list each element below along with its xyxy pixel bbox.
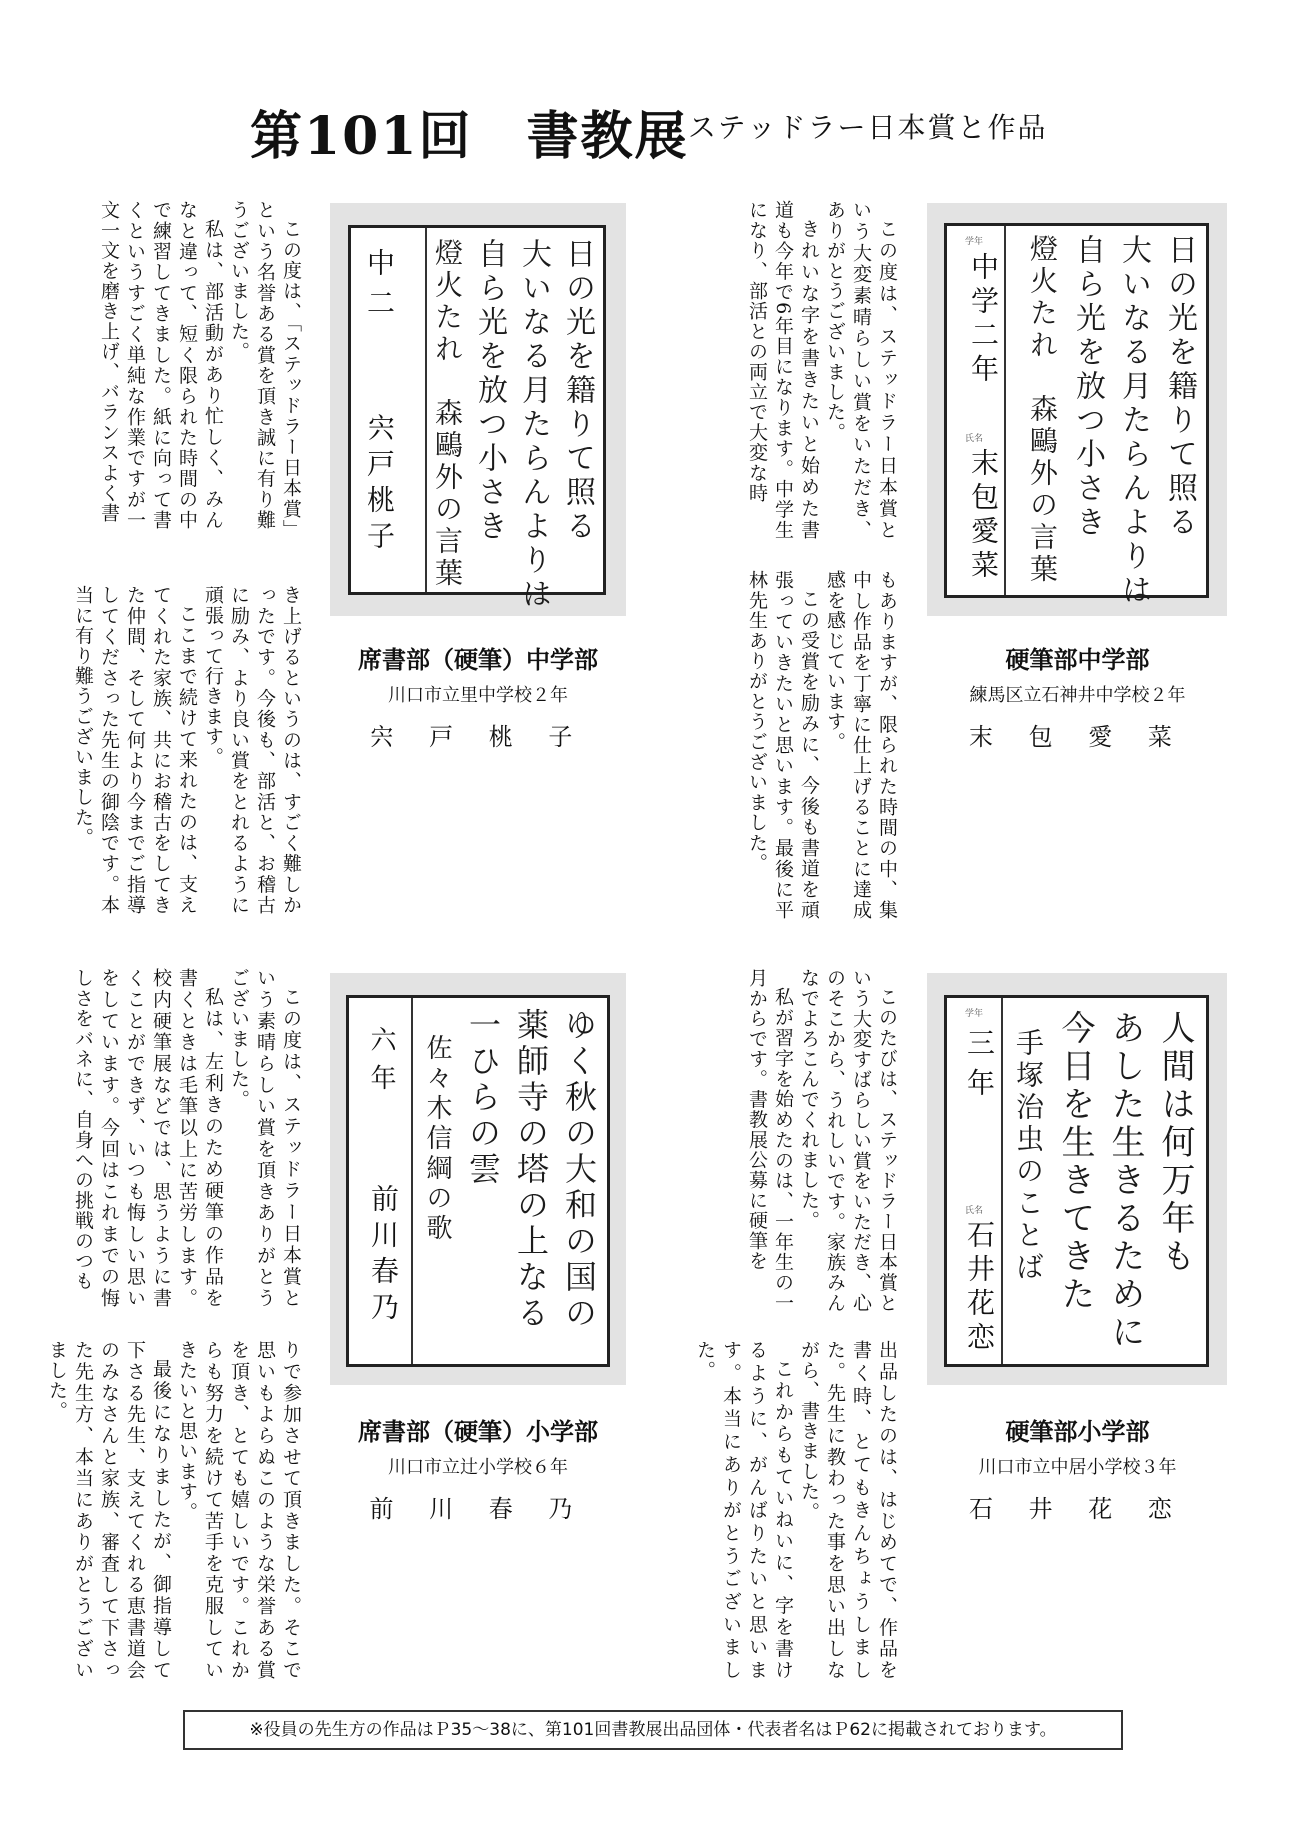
- artwork-frame: [330, 203, 626, 616]
- artwork-line-1: 人間は何万年も: [1155, 1010, 1195, 1276]
- artwork-frame: [330, 973, 626, 1385]
- artwork-frame: [927, 203, 1227, 616]
- caption-school: 練馬区立石神井中学校２年: [969, 685, 1186, 706]
- artwork-signature: 石井花恋: [963, 1220, 996, 1356]
- caption: [915, 640, 1240, 752]
- artwork-line-4: 燈火たれ 森鷗外の言葉: [1026, 234, 1059, 586]
- caption-name: 宍 戸 桃 子: [369, 723, 587, 751]
- caption-name: 前 川 春 乃: [369, 1495, 587, 1523]
- page-subtitle: ステッドラー日本賞と作品: [688, 111, 1048, 144]
- caption-school: 川口市立辻小学校６年: [388, 1457, 568, 1478]
- artwork-line-3: 自ら光を放つ小さき: [1070, 234, 1105, 540]
- label-grade: 学年: [965, 1009, 984, 1019]
- artwork-line-4: 手塚治虫のことば: [1012, 1028, 1045, 1284]
- artwork-paper: [348, 225, 606, 612]
- caption-name: 石 井 花 恋: [969, 1495, 1186, 1523]
- artwork-line-1: ゆく秋の大和の国の: [560, 1008, 598, 1332]
- artwork-paper: [346, 995, 610, 1367]
- comment-block-2: 出品したのは、はじめてで、作品を書く時、とてもきんちょうしました。先生に教わった事を思い出しながら、書きました。 これからもていねいに、字を書けるように、がんばりたいと思います。本当にありがとうございました。: [694, 1340, 898, 1680]
- footer-note: ※役員の先生方の作品はＰ35～38に、第101回書教展出品団体・代表者名はＰ62に掲載されております。: [183, 1710, 1123, 1750]
- artwork-line-4: 佐々木信綱の歌: [422, 1034, 452, 1244]
- artwork-grade: 中二: [363, 248, 396, 328]
- artwork-line-2: 大いなる月たらんよりは: [1116, 234, 1151, 608]
- label-name: 氏名: [965, 434, 984, 444]
- artwork-signature: 宍戸桃子: [363, 413, 396, 557]
- artwork-line-3: 一ひらの雲: [464, 1008, 502, 1188]
- comment-block-1: このたびは、ステッドラー日本賞という大変すばらしい賞をいただき、心のそこから、うれしいです。家族みんなでよろこんでくれました。 私が習字を始めたのは、一年生の一月からです。書教展公募に硬筆を: [746, 968, 898, 1313]
- caption: [330, 1412, 626, 1524]
- artwork-grade: 六年: [366, 1026, 396, 1102]
- comment-block-1: この度は、ステッドラー日本賞という素晴らしい賞を頂きありがとうございました。 私は、左利きのため硬筆の作品を書くときは毛筆以上に苦労します。校内硬筆展などでは、思うように書くことができず、いつも悔しい思いをしています。今回はこれまでの悔しさをバネに、自身への挑戦のつも: [72, 968, 302, 1308]
- artwork-divider: [1001, 998, 1003, 1364]
- artwork-line-2: あした生きるために: [1105, 1010, 1145, 1352]
- artwork-grade: 三年: [963, 1028, 996, 1108]
- artwork-line-1: 日の光を籍りて照る: [560, 238, 595, 544]
- artwork-divider: [411, 998, 413, 1364]
- artwork-line-3: 今日を生きてきた: [1055, 1010, 1095, 1314]
- label-grade: 学年: [965, 237, 984, 247]
- artwork-line-2: 薬師寺の塔の上なる: [512, 1008, 550, 1332]
- artwork-line-4: 燈火たれ 森鷗外の言葉: [431, 238, 464, 590]
- page-title: 第101回 書教展: [250, 106, 689, 167]
- artwork-line-1: 日の光を籍りて照る: [1162, 234, 1197, 540]
- artwork-signature: 前川春乃: [367, 1184, 400, 1328]
- caption: [915, 1412, 1240, 1524]
- label-name: 氏名: [965, 1206, 984, 1216]
- caption-school: 川口市立中居小学校３年: [978, 1457, 1177, 1478]
- artwork-divider: [1004, 226, 1006, 595]
- artwork-frame: [927, 973, 1227, 1385]
- caption-dept: 席書部（硬筆）小学部: [358, 1418, 598, 1446]
- caption-dept: 硬筆部中学部: [1005, 646, 1150, 674]
- comment-block-2: もありますが、限られた時間の中、集中し作品を丁寧に仕上げることに達成感を感じています。 この受賞を励みに、今後も書道を頑張っていきたいと思います。最後に平林先生ありがとうございました。: [746, 570, 898, 920]
- artwork-signature: 末包愛菜: [967, 448, 1000, 584]
- caption-dept: 硬筆部小学部: [1005, 1418, 1150, 1446]
- caption-school: 川口市立里中学校２年: [388, 685, 568, 706]
- caption-dept: 席書部（硬筆）中学部: [358, 646, 598, 674]
- artwork-paper: [944, 223, 1209, 608]
- artwork-paper: [944, 995, 1209, 1367]
- caption-name: 末 包 愛 菜: [969, 723, 1186, 751]
- comment-block-2: りで参加させて頂きました。そこで思いもよらぬこのような栄誉ある賞を頂き、とても嬉しいです。これからも努力を続けて苦手を克服していきたいと思います。 最後になりましたが、御指導して下さる先生、支えてくれる恵書道会のみなさんと家族、審査して下さった先生方、本当にありがとうございました。: [46, 1340, 302, 1680]
- artwork-line-3: 自ら光を放つ小さき: [472, 238, 507, 544]
- comment-block-1: この度は、ステッドラー日本賞という大変素晴らしい賞をいただき、ありがとうございました。 きれいな字を書きたいと始めた書道も今年で6年目になります。中学生になり、部活との両立で大変な時: [746, 200, 898, 540]
- artwork-line-2: 大いなる月たらんよりは: [516, 238, 551, 612]
- caption: [330, 640, 626, 752]
- comment-block-1: この度は、「ステッドラー日本賞」という名誉ある賞を頂き誠に有り難うございました。 私は、部活動があり忙しく、みんなと違って、短く限られた時間の中で練習してきました。紙に向って書くというすごく単純な作業ですが一文一文を磨き上げ、バランスよく書: [98, 200, 302, 530]
- comment-block-2: き上げるというのは、すごく難しかったです。今後も、部活と、お稽古に励み、より良い賞をとれるように頑張って行きます。 ここまで続けて来れたのは、支えてくれた家族、共にお稽古をしてきた仲間、そして何より今までご指導してくださった先生の御陰です。本当に有り難うございました。: [72, 585, 302, 915]
- artwork-grade: 中学二年: [967, 252, 1000, 388]
